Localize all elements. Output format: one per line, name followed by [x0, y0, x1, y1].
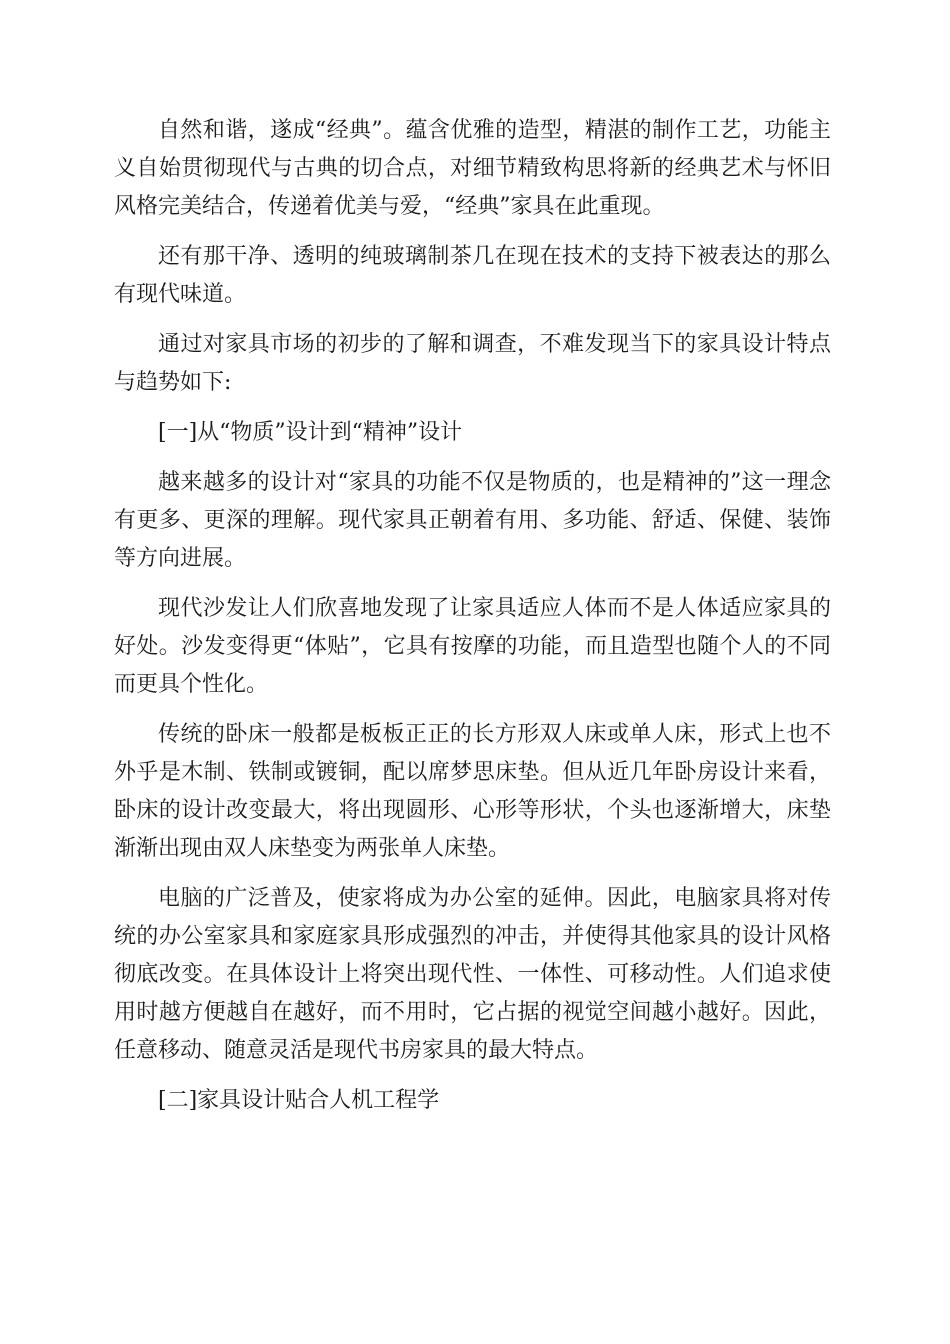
paragraph-market-survey: 通过对家具市场的初步的了解和调查，不难发现当下的家具设计特点与趋势如下: — [114, 332, 831, 395]
paragraph-bed-design: 传统的卧床一般都是板板正正的长方形双人床或单人床，形式上也不外乎是木制、铁制或镀铜，配以席梦思床垫。但从近几年卧房设计来看，卧床的设计改变最大，将出现圆形、心形等形状，个头也逐渐增大，床垫渐渐出现由双人床垫变为两张单人床垫。 — [114, 722, 831, 861]
paragraph-modern-sofa: 现代沙发让人们欣喜地发现了让家具适应人体而不是人体适应家具的好处。沙发变得更“体贴”，它具有按摩的功能，而且造型也随个人的不同而更具个性化。 — [114, 596, 831, 697]
paragraph-spiritual-function: 越来越多的设计对“家具的功能不仅是物质的，也是精神的”这一理念有更多、更深的理解。现代家具正朝着有用、多功能、舒适、保健、装饰等方向进展。 — [114, 470, 831, 571]
paragraph-classic-furniture: 自然和谐，遂成“经典”。蕴含优雅的造型，精湛的制作工艺，功能主义自始贯彻现代与古典的切合点，对细节精致构思将新的经典艺术与怀旧风格完美结合，传递着优美与爱，“经典”家具在此重现。 — [114, 118, 831, 219]
section-heading-1: [一]从“物质”设计到“精神”设计 — [158, 420, 463, 445]
paragraph-glass-table: 还有那干净、透明的纯玻璃制茶几在现在技术的支持下被表达的那么有现代味道。 — [114, 244, 831, 307]
paragraph-computer-furniture: 电脑的广泛普及，使家将成为办公室的延伸。因此，电脑家具将对传统的办公室家具和家庭家具形成强烈的冲击，并使得其他家具的设计风格彻底改变。在具体设计上将突出现代性、一体性、可移动性。人们追求使用时越方便越自在越好，而不用时，它占据的视觉空间越小越好。因此，任意移动、随意灵活是现代书房家具的最大特点。 — [114, 886, 831, 1063]
document-body — [114, 112, 831, 1132]
section-heading-2: [二]家具设计贴合人机工程学 — [158, 1088, 440, 1113]
